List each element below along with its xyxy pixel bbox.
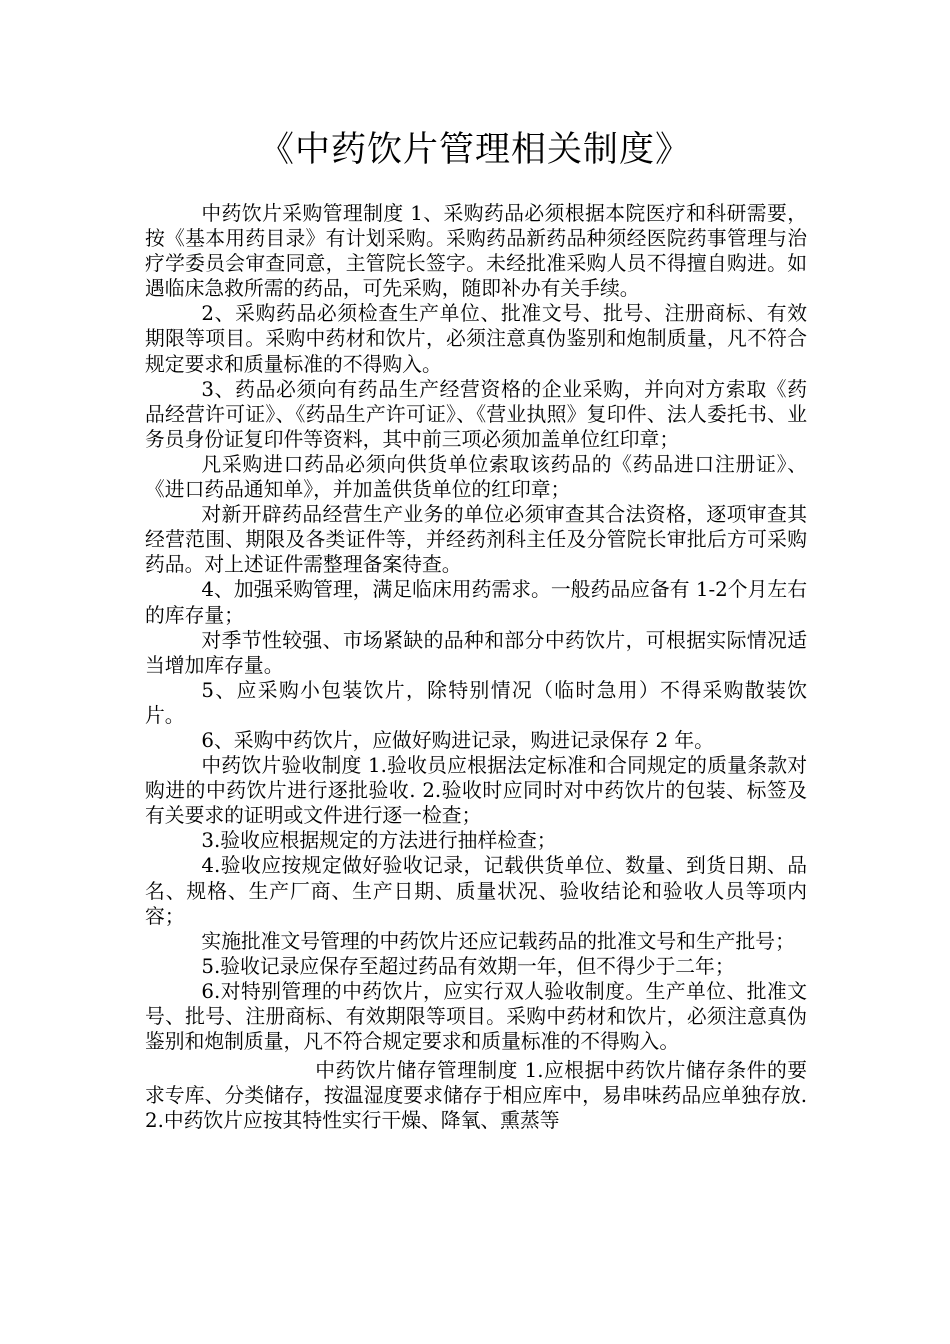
- paragraph-approval-number: 实施批准文号管理的中药饮片还应记载药品的批准文号和生产批号；: [201, 929, 795, 953]
- paragraph-acceptance-intro: 中药饮片验收制度 1.验收员应根据法定标准和合同规定的质量条款对购进的中药饮片进行逐批验收. 2.验收时应同时对中药饮片的包装、标签及有关要求的证明或文件进行逐一检查；: [145, 754, 807, 828]
- paragraph-acceptance-4: 4.验收应按规定做好验收记录，记载供货单位、数量、到货日期、品名、规格、生产厂商、生产日期、质量状况、验收结论和验收人员等项内容；: [145, 854, 807, 928]
- paragraph-new-suppliers: 对新开辟药品经营生产业务的单位必须审查其合法资格，逐项审查其经营范围、期限及各类证件等，并经药剂科主任及分管院长审批后方可采购药品。对上述证件需整理备案待查。: [145, 503, 807, 577]
- paragraph-procurement-intro: 中药饮片采购管理制度 1、采购药品必须根据本院医疗和科研需要，按《基本用药目录》有计划采购。采购药品新药品种须经医院药事管理与治疗学委员会审查同意，主管院长签字。未经批准采购人员不得擅自购进。如遇临床急救所需的药品，可先采购，随即补办有关手续。: [145, 202, 807, 301]
- paragraph-acceptance-6: 6.对特别管理的中药饮片，应实行双人验收制度。生产单位、批准文号、批号、注册商标、有效期限等项目。采购中药材和饮片，必须注意真伪鉴别和炮制质量，凡不符合规定要求和质量标准的不得购入。: [145, 979, 807, 1054]
- paragraph-import-drugs: 凡采购进口药品必须向供货单位索取该药品的《药品进口注册证》、《进口药品通知单》，并加盖供货单位的红印章；: [145, 452, 807, 502]
- document-body: [145, 201, 807, 1133]
- document-title: 《中药饮片管理相关制度》: [258, 130, 691, 170]
- paragraph-procurement-5: 5、应采购小包装饮片，除特别情况（临时急用）不得采购散装饮片。: [145, 678, 807, 727]
- paragraph-storage-intro: 中药饮片储存管理制度 1.应根据中药饮片储存条件的要求专库、分类储存，按温湿度要求储存于相应库中，易串味药品应单独存放. 2.中药饮片应按其特性实行干燥、降氧、熏蒸等: [145, 1059, 807, 1133]
- paragraph-acceptance-5: 5.验收记录应保存至超过药品有效期一年，但不得少于二年；: [201, 954, 735, 978]
- paragraph-seasonal-stock: 对季节性较强、市场紧缺的品种和部分中药饮片，可根据实际情况适当增加库存量。: [145, 628, 807, 677]
- paragraph-procurement-4: 4、加强采购管理，满足临床用药需求。一般药品应备有 1-2个月左右的库存量；: [145, 578, 807, 627]
- paragraph-procurement-3: 3、药品必须向有药品生产经营资格的企业采购，并向对方索取《药品经营许可证》、《药品生产许可证》、《营业执照》复印件、法人委托书、业务员身份证复印件等资料，其中前三项必须加盖单位红印章；: [145, 377, 807, 451]
- paragraph-procurement-6: 6、采购中药饮片，应做好购进记录，购进记录保存 2 年。: [201, 728, 714, 752]
- paragraph-acceptance-3: 3.验收应根据规定的方法进行抽样检查；: [201, 829, 557, 853]
- paragraph-procurement-2: 2、采购药品必须检查生产单位、批准文号、批号、注册商标、有效期限等项目。采购中药材和饮片，必须注意真伪鉴别和炮制质量，凡不符合规定要求和质量标准的不得购入。: [145, 302, 807, 376]
